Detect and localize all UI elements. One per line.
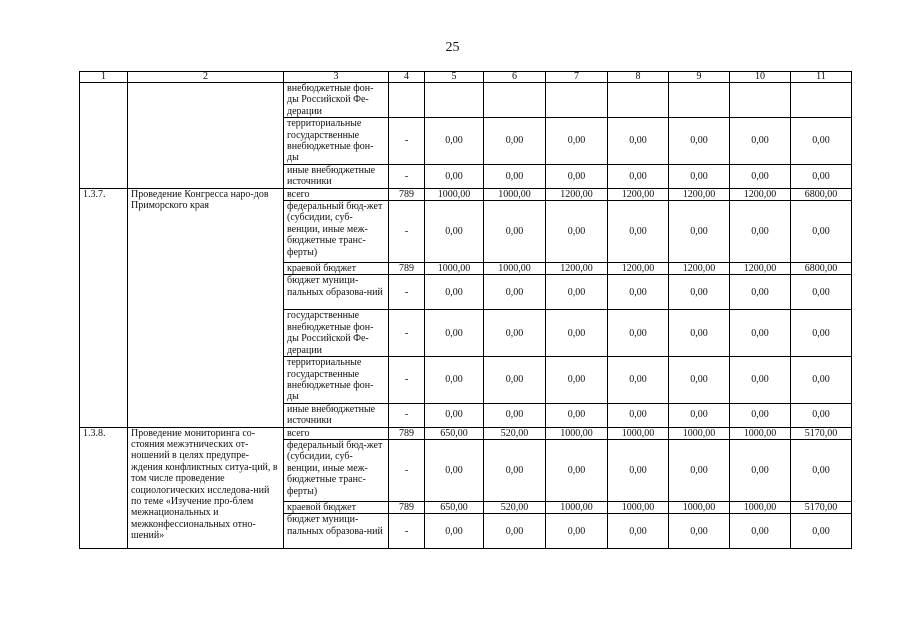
- cell-value: 0,00: [484, 164, 546, 188]
- cell-value: 0,00: [546, 310, 608, 357]
- col-header: 11: [791, 72, 852, 83]
- cell-col4: -: [389, 403, 425, 427]
- cell-value: 0,00: [669, 275, 730, 310]
- cell-value: [669, 83, 730, 118]
- cell-col4: 789: [389, 427, 425, 439]
- cell-value: 1000,00: [608, 427, 669, 439]
- cell-value: 1000,00: [425, 188, 484, 200]
- cell-value: [730, 83, 791, 118]
- cell-value: 1000,00: [484, 188, 546, 200]
- cell-value: 0,00: [484, 201, 546, 263]
- cell-value: 0,00: [730, 514, 791, 549]
- cell-value: 0,00: [669, 164, 730, 188]
- col-header: 6: [484, 72, 546, 83]
- item-code: 1.3.8.: [80, 427, 128, 549]
- cell-col4: [389, 83, 425, 118]
- cell-value: 0,00: [425, 275, 484, 310]
- cell-value: 0,00: [608, 403, 669, 427]
- item-name: Проведение мониторинга со-стояния межэтнических от-ношений в целях предупре-ждения конфликтных ситуа-ций, в том числе проведение социологических исследова-ний по теме «Изучение про-блем межнациональных и межконфессиональных отно-шений»: [128, 427, 284, 549]
- cell-value: 0,00: [546, 275, 608, 310]
- cell-value: 0,00: [669, 201, 730, 263]
- cell-col4: -: [389, 201, 425, 263]
- table-row: [80, 188, 852, 200]
- header-row: [80, 72, 852, 83]
- col-header: 1: [80, 72, 128, 83]
- cell-value: 1200,00: [669, 263, 730, 275]
- col-header: 7: [546, 72, 608, 83]
- cell-value: 0,00: [608, 118, 669, 165]
- cell-value: 0,00: [425, 201, 484, 263]
- cell-value: 0,00: [425, 118, 484, 165]
- cell-value: 1000,00: [669, 501, 730, 513]
- cell-value: 1000,00: [546, 427, 608, 439]
- cell-value: 0,00: [730, 357, 791, 404]
- cell-value: 0,00: [791, 403, 852, 427]
- cell-value: 0,00: [546, 514, 608, 549]
- cell-col4: 789: [389, 263, 425, 275]
- cell-value: 0,00: [546, 403, 608, 427]
- cell-value: 0,00: [669, 439, 730, 501]
- cell-value: 1000,00: [730, 501, 791, 513]
- cell-value: 0,00: [608, 275, 669, 310]
- cell-value: 0,00: [791, 514, 852, 549]
- budget-table: [79, 71, 852, 549]
- funding-source: государственные внебюджетные фон-ды Российской Фе-дерации: [284, 310, 389, 357]
- cell-value: 1000,00: [546, 501, 608, 513]
- cell-col4: -: [389, 164, 425, 188]
- cell-value: 0,00: [608, 310, 669, 357]
- item-name: [128, 83, 284, 189]
- cell-value: 0,00: [669, 118, 730, 165]
- col-header: 2: [128, 72, 284, 83]
- cell-value: [791, 83, 852, 118]
- funding-source: внебюджетные фон-ды Российской Фе-дерации: [284, 83, 389, 118]
- cell-value: 0,00: [669, 310, 730, 357]
- cell-value: 0,00: [669, 403, 730, 427]
- funding-source: краевой бюджет: [284, 501, 389, 513]
- cell-value: [546, 83, 608, 118]
- cell-value: 0,00: [546, 357, 608, 404]
- cell-value: 5170,00: [791, 427, 852, 439]
- cell-value: 0,00: [484, 514, 546, 549]
- cell-value: 0,00: [791, 201, 852, 263]
- item-code: 1.3.7.: [80, 188, 128, 427]
- funding-source: иные внебюджетные источники: [284, 403, 389, 427]
- cell-col4: 789: [389, 501, 425, 513]
- cell-value: 0,00: [608, 357, 669, 404]
- cell-value: 0,00: [484, 403, 546, 427]
- cell-value: 0,00: [791, 357, 852, 404]
- cell-value: 0,00: [791, 164, 852, 188]
- cell-value: 0,00: [484, 118, 546, 165]
- cell-value: 650,00: [425, 501, 484, 513]
- cell-value: 650,00: [425, 427, 484, 439]
- cell-value: [484, 83, 546, 118]
- cell-value: 0,00: [484, 439, 546, 501]
- cell-value: 0,00: [425, 164, 484, 188]
- funding-source: федеральный бюд-жет (субсидии, суб-венции, иные меж-бюджетные транс-ферты): [284, 201, 389, 263]
- cell-col4: -: [389, 275, 425, 310]
- cell-value: 1000,00: [608, 501, 669, 513]
- funding-source: иные внебюджетные источники: [284, 164, 389, 188]
- cell-value: 0,00: [608, 439, 669, 501]
- page-number: 25: [445, 40, 460, 55]
- cell-value: 0,00: [608, 164, 669, 188]
- cell-value: 6800,00: [791, 263, 852, 275]
- cell-value: 0,00: [791, 310, 852, 357]
- col-header: 3: [284, 72, 389, 83]
- cell-value: 0,00: [425, 439, 484, 501]
- cell-value: 1200,00: [608, 263, 669, 275]
- cell-value: 0,00: [425, 514, 484, 549]
- funding-source: бюджет муници-пальных образова-ний: [284, 275, 389, 310]
- cell-col4: -: [389, 357, 425, 404]
- cell-value: 0,00: [730, 201, 791, 263]
- cell-value: 0,00: [608, 514, 669, 549]
- cell-value: 0,00: [669, 357, 730, 404]
- cell-value: 0,00: [546, 164, 608, 188]
- col-header: 4: [389, 72, 425, 83]
- cell-value: 0,00: [484, 275, 546, 310]
- cell-value: 0,00: [484, 310, 546, 357]
- cell-col4: -: [389, 439, 425, 501]
- cell-value: 0,00: [546, 201, 608, 263]
- cell-value: 0,00: [730, 310, 791, 357]
- cell-value: 0,00: [425, 310, 484, 357]
- cell-value: 520,00: [484, 427, 546, 439]
- cell-value: 0,00: [791, 118, 852, 165]
- cell-value: 0,00: [546, 439, 608, 501]
- cell-value: 0,00: [669, 514, 730, 549]
- cell-value: 520,00: [484, 501, 546, 513]
- cell-value: 0,00: [791, 439, 852, 501]
- funding-source: всего: [284, 427, 389, 439]
- cell-value: 0,00: [425, 357, 484, 404]
- cell-value: 0,00: [730, 275, 791, 310]
- cell-col4: -: [389, 310, 425, 357]
- cell-value: [608, 83, 669, 118]
- cell-value: [425, 83, 484, 118]
- funding-source: федеральный бюд-жет (субсидии, суб-венции, иные меж-бюджетные транс-ферты): [284, 439, 389, 501]
- item-code: [80, 83, 128, 189]
- funding-source: всего: [284, 188, 389, 200]
- cell-value: 1200,00: [730, 263, 791, 275]
- cell-value: 1200,00: [669, 188, 730, 200]
- table-row: [80, 83, 852, 118]
- funding-source: краевой бюджет: [284, 263, 389, 275]
- cell-value: 0,00: [730, 118, 791, 165]
- col-header: 9: [669, 72, 730, 83]
- cell-value: 1000,00: [730, 427, 791, 439]
- cell-value: 6800,00: [791, 188, 852, 200]
- cell-value: 0,00: [484, 357, 546, 404]
- cell-value: 1200,00: [730, 188, 791, 200]
- cell-value: 1200,00: [546, 263, 608, 275]
- funding-source: территориальные государственные внебюджетные фон-ды: [284, 357, 389, 404]
- funding-source: территориальные государственные внебюджетные фон-ды: [284, 118, 389, 165]
- cell-value: 0,00: [730, 439, 791, 501]
- cell-value: 1200,00: [608, 188, 669, 200]
- cell-value: 0,00: [608, 201, 669, 263]
- cell-col4: 789: [389, 188, 425, 200]
- col-header: 10: [730, 72, 791, 83]
- col-header: 5: [425, 72, 484, 83]
- table-row: [80, 427, 852, 439]
- cell-col4: -: [389, 118, 425, 165]
- cell-col4: -: [389, 514, 425, 549]
- cell-value: 1000,00: [669, 427, 730, 439]
- cell-value: 1000,00: [484, 263, 546, 275]
- col-header: 8: [608, 72, 669, 83]
- funding-source: бюджет муници-пальных образова-ний: [284, 514, 389, 549]
- cell-value: 0,00: [546, 118, 608, 165]
- cell-value: 0,00: [791, 275, 852, 310]
- cell-value: 0,00: [730, 403, 791, 427]
- cell-value: 5170,00: [791, 501, 852, 513]
- item-name: Проведение Конгресса наро-дов Приморского края: [128, 188, 284, 427]
- cell-value: 1000,00: [425, 263, 484, 275]
- cell-value: 1200,00: [546, 188, 608, 200]
- cell-value: 0,00: [730, 164, 791, 188]
- cell-value: 0,00: [425, 403, 484, 427]
